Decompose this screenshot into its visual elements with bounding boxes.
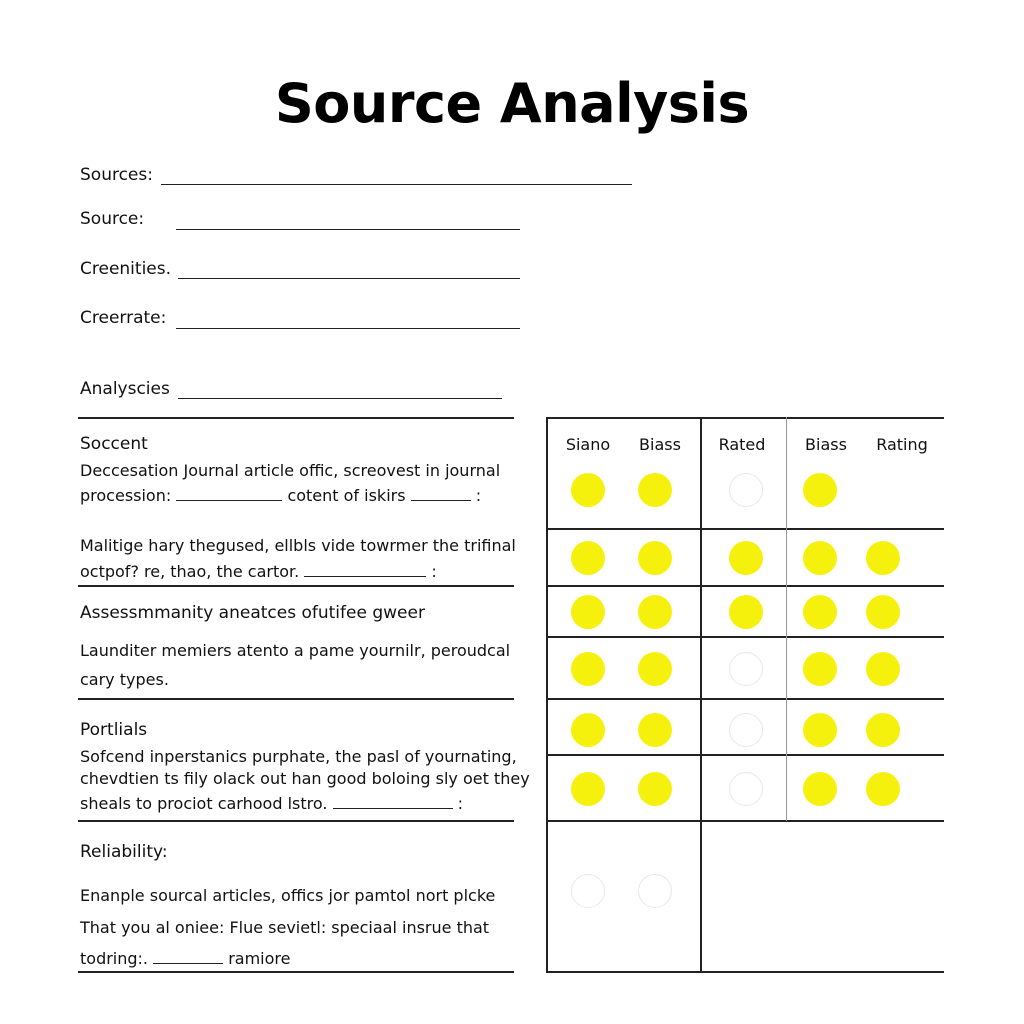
- rating-dot-empty[interactable]: [571, 874, 605, 908]
- field-label-source: Source:: [80, 209, 145, 229]
- field-input-source[interactable]: [176, 229, 520, 230]
- section-divider: [78, 417, 514, 419]
- grid-border: [546, 636, 944, 638]
- section-text: octpof? re, thao, the cartor.: [80, 562, 300, 581]
- section-text-with-blanks: [80, 486, 481, 505]
- section-text: cary types.: [80, 670, 169, 689]
- section-text: chevdtien ts fily olack out han good boloing sly oet they: [80, 769, 530, 788]
- section-text: Enanple sourcal articles, offics jor pamtol nort plcke: [80, 886, 496, 905]
- grid-border: [546, 417, 548, 973]
- rating-dot-filled[interactable]: [866, 595, 900, 629]
- section-text-with-blanks: [80, 562, 437, 581]
- grid-border: [786, 417, 787, 821]
- section-text: :: [431, 562, 437, 581]
- grid-border: [546, 417, 944, 419]
- rating-dot-filled[interactable]: [638, 595, 672, 629]
- rating-dot-filled[interactable]: [803, 772, 837, 806]
- rating-dot-empty[interactable]: [729, 652, 763, 686]
- rating-dot-filled[interactable]: [866, 772, 900, 806]
- rating-dot-filled[interactable]: [571, 541, 605, 575]
- rating-dot-filled[interactable]: [638, 713, 672, 747]
- section-text: Malitige hary thegused, ellbls vide towrmer the trifinal: [80, 536, 516, 555]
- rating-dot-empty[interactable]: [729, 713, 763, 747]
- section-heading-assessment: Assessmmanity aneatces ofutifee gweer: [80, 603, 425, 623]
- rating-dot-filled[interactable]: [803, 713, 837, 747]
- column-header-siano: Siano: [565, 435, 611, 454]
- rating-dot-filled[interactable]: [729, 541, 763, 575]
- rating-dot-filled[interactable]: [638, 652, 672, 686]
- rating-dot-filled[interactable]: [803, 473, 837, 507]
- fill-in-blank[interactable]: [411, 486, 471, 501]
- rating-dot-filled[interactable]: [571, 473, 605, 507]
- field-label-creenities: Creenities.: [80, 259, 172, 279]
- fill-in-blank[interactable]: [176, 486, 282, 501]
- rating-dot-filled[interactable]: [866, 541, 900, 575]
- section-heading-portlials: Portlials: [80, 720, 148, 740]
- field-label-sources: Sources:: [80, 165, 153, 185]
- grid-border: [546, 971, 944, 973]
- field-input-sources[interactable]: [161, 184, 632, 185]
- section-text: :: [475, 486, 482, 505]
- column-header-biass: Biass: [639, 435, 681, 454]
- rating-dot-filled[interactable]: [638, 541, 672, 575]
- fill-in-blank[interactable]: [333, 794, 453, 809]
- rating-dot-filled[interactable]: [803, 595, 837, 629]
- section-divider: [78, 820, 514, 822]
- section-text: Launditer memiers atento a pame yournilr, peroudcal: [80, 641, 511, 660]
- section-divider: [78, 585, 514, 587]
- field-input-analyscies[interactable]: [178, 398, 502, 399]
- section-text-with-blanks: [80, 794, 463, 813]
- section-text: :: [457, 794, 464, 813]
- field-input-creenities[interactable]: [178, 278, 520, 279]
- page-title: Source Analysis: [274, 72, 750, 135]
- section-heading-soccent: Soccent: [80, 434, 148, 454]
- section-text: Deccesation Journal article offic, screovest in journal: [80, 461, 501, 480]
- column-header-biass-2: Biass: [805, 435, 847, 454]
- rating-dot-filled[interactable]: [866, 652, 900, 686]
- rating-dot-filled[interactable]: [729, 595, 763, 629]
- rating-dot-filled[interactable]: [803, 541, 837, 575]
- rating-dot-empty[interactable]: [729, 473, 763, 507]
- grid-border: [546, 698, 944, 700]
- column-header-rating: Rating: [876, 435, 928, 454]
- section-text: sheals to prociot carhood lstro.: [80, 794, 328, 813]
- section-divider: [78, 698, 514, 700]
- rating-dot-filled[interactable]: [638, 772, 672, 806]
- grid-border: [546, 585, 944, 587]
- fill-in-blank[interactable]: [153, 949, 223, 964]
- grid-border: [546, 820, 944, 822]
- field-label-analyscies: Analyscies: [80, 379, 170, 399]
- rating-dot-filled[interactable]: [571, 652, 605, 686]
- section-text: That you al oniee: Flue sevietl: speciaal insrue that: [80, 918, 490, 937]
- rating-dot-filled[interactable]: [638, 473, 672, 507]
- field-label-creerrate: Creerrate:: [80, 308, 167, 328]
- section-text: todring:.: [80, 949, 149, 968]
- rating-dot-filled[interactable]: [571, 772, 605, 806]
- rating-dot-empty[interactable]: [729, 772, 763, 806]
- section-text: cotent of iskirs: [287, 486, 406, 505]
- rating-dot-filled[interactable]: [803, 652, 837, 686]
- section-text: ramiore: [228, 949, 291, 968]
- grid-border: [546, 528, 944, 530]
- fill-in-blank[interactable]: [304, 562, 426, 577]
- section-text: procession:: [80, 486, 172, 505]
- field-input-creerrate[interactable]: [176, 328, 520, 329]
- rating-dot-empty[interactable]: [638, 874, 672, 908]
- rating-dot-filled[interactable]: [866, 713, 900, 747]
- rating-dot-filled[interactable]: [571, 713, 605, 747]
- section-heading-reliability: Reliability:: [80, 842, 168, 862]
- grid-border: [700, 417, 702, 973]
- section-text: Sofcend inperstanics purphate, the pasl of yournating,: [80, 747, 517, 766]
- column-header-rated: Rated: [718, 435, 766, 454]
- section-text-with-blanks: [80, 949, 290, 968]
- section-divider: [78, 971, 514, 973]
- rating-dot-filled[interactable]: [571, 595, 605, 629]
- grid-border: [546, 754, 944, 756]
